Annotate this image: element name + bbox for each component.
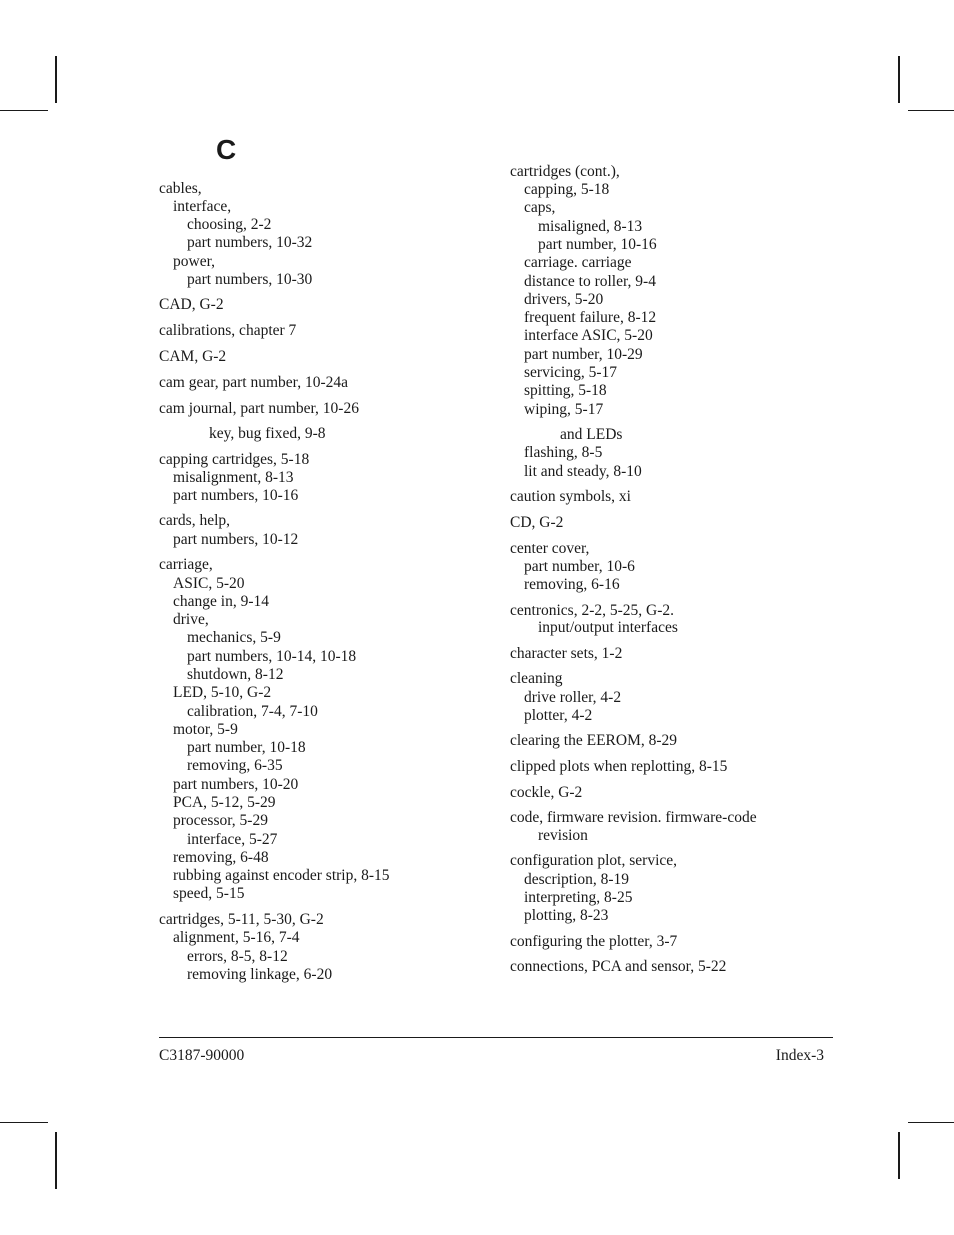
left-entry: part numbers, 10-30 [187,271,313,288]
right-entry: revision [538,827,588,844]
left-entry: removing, 6-48 [173,849,269,866]
right-entry: centronics, 2-2, 5-25, G-2. [510,602,674,619]
right-entry: interface ASIC, 5-20 [524,327,653,344]
left-entry: CAD, G-2 [159,296,224,313]
left-entry: capping cartridges, 5-18 [159,451,310,468]
left-entry: part numbers, 10-20 [173,776,299,793]
right-entry: description, 8-19 [524,871,630,888]
left-entry: part number, 10-18 [187,739,306,756]
right-entry: caution symbols, xi [510,488,631,505]
left-entry: change in, 9-14 [173,593,269,610]
crop-mark-top-left-vertical [55,56,57,103]
right-entry: input/output interfaces [538,619,678,636]
right-entry: cartridges (cont.), [510,163,620,180]
right-entry: removing, 6-16 [524,576,620,593]
left-entry: processor, 5-29 [173,812,268,829]
right-entry: drivers, 5-20 [524,291,604,308]
left-entry: removing linkage, 6-20 [187,966,333,983]
right-entry: lit and steady, 8-10 [524,463,642,480]
right-entry: caps, [524,199,556,216]
left-entry: interface, 5-27 [187,831,278,848]
left-entry: choosing, 2-2 [187,216,272,233]
left-entry: drive, [173,611,209,628]
left-entry: alignment, 5-16, 7-4 [173,929,300,946]
crop-mark-top-right-vertical [898,56,900,103]
left-entry: removing, 6-35 [187,757,283,774]
left-entry: errors, 8-5, 8-12 [187,948,288,965]
left-entry: motor, 5-9 [173,721,238,738]
left-entry: part numbers, 10-14, 10-18 [187,648,357,665]
right-entry: capping, 5-18 [524,181,610,198]
right-entry: cockle, G-2 [510,784,583,801]
right-entry: clearing the EEROM, 8-29 [510,732,678,749]
right-entry: plotter, 4-2 [524,707,593,724]
right-entry: character sets, 1-2 [510,645,623,662]
left-entry: part numbers, 10-32 [187,234,313,251]
left-entry: CAM, G-2 [159,348,227,365]
left-entry: cards, help, [159,512,231,529]
right-entry: cleaning [510,670,563,687]
right-entry: servicing, 5-17 [524,364,617,381]
section-letter: C [216,134,237,165]
left-entry: LED, 5-10, G-2 [173,684,272,701]
right-entry: center cover, [510,540,590,557]
left-entry: calibration, 7-4, 7-10 [187,703,318,720]
crop-mark-bottom-left-vertical [55,1132,57,1189]
right-entry: frequent failure, 8-12 [524,309,657,326]
right-entry: CD, G-2 [510,514,564,531]
left-entry: PCA, 5-12, 5-29 [173,794,276,811]
right-entry: wiping, 5-17 [524,401,604,418]
left-entry: cables, [159,180,202,197]
left-entry: speed, 5-15 [173,885,245,902]
right-entry: misaligned, 8-13 [538,218,643,235]
left-entry: key, bug fixed, 9-8 [209,425,326,442]
left-entry: power, [173,253,215,270]
right-entry: clipped plots when replotting, 8-15 [510,758,728,775]
right-entry: code, firmware revision. firmware-code [510,809,757,826]
right-entry: distance to roller, 9-4 [524,273,656,290]
left-entry: calibrations, chapter 7 [159,322,297,339]
right-entry: configuration plot, service, [510,852,678,869]
left-entry: ASIC, 5-20 [173,575,245,592]
footer-rule [159,1037,833,1038]
left-entry: cam journal, part number, 10-26 [159,400,359,417]
crop-mark-top-right-horizontal [908,110,954,111]
right-entry: carriage. carriage [524,254,632,271]
left-entry: part numbers, 10-16 [173,487,299,504]
right-entry: connections, PCA and sensor, 5-22 [510,958,727,975]
right-entry: drive roller, 4-2 [524,689,622,706]
left-entry: mechanics, 5-9 [187,629,281,646]
crop-mark-bottom-left-horizontal [0,1122,48,1123]
left-entry: rubbing against encoder strip, 8-15 [173,867,390,884]
right-entry: part number, 10-6 [524,558,635,575]
crop-mark-top-left-horizontal [0,110,48,111]
right-entry: part number, 10-16 [538,236,657,253]
crop-mark-bottom-right-horizontal [908,1122,954,1123]
footer-doc-number: C3187-90000 [159,1047,245,1064]
right-entry: plotting, 8-23 [524,907,609,924]
right-entry: configuring the plotter, 3-7 [510,933,678,950]
left-entry: cam gear, part number, 10-24a [159,374,348,391]
left-entry: part numbers, 10-12 [173,531,299,548]
left-entry: carriage, [159,556,213,573]
left-entry: shutdown, 8-12 [187,666,284,683]
right-entry: interpreting, 8-25 [524,889,633,906]
left-entry: cartridges, 5-11, 5-30, G-2 [159,911,324,928]
crop-mark-bottom-right-vertical [898,1132,900,1179]
right-entry: flashing, 8-5 [524,444,603,461]
right-entry: spitting, 5-18 [524,382,607,399]
left-entry: interface, [173,198,232,215]
right-entry: and LEDs [560,426,623,443]
footer-page-label: Index-3 [775,1047,824,1064]
left-entry: misalignment, 8-13 [173,469,294,486]
right-entry: part number, 10-29 [524,346,643,363]
